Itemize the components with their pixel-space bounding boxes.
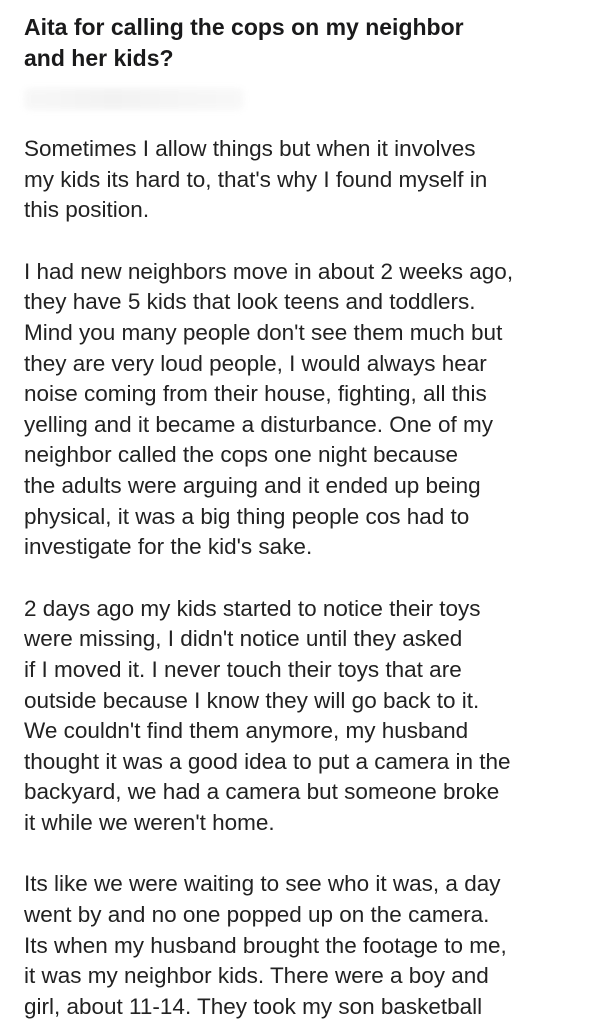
- text-line: neighbor called the cops one night because: [24, 442, 459, 468]
- post-title-line: and her kids?: [24, 45, 174, 71]
- text-line: Mind you many people don't see them much but: [24, 319, 503, 345]
- text-line: they have 5 kids that look teens and toddlers.: [24, 289, 476, 315]
- redacted-meta: [24, 88, 244, 110]
- text-line: girl, about 11-14. They took my son basketball: [24, 993, 483, 1019]
- text-line: noise coming from their house, fighting, all this: [24, 381, 487, 407]
- text-line: We couldn't find them anymore, my husband: [24, 718, 469, 744]
- text-line: they are very loud people, I would always hear: [24, 350, 487, 376]
- text-line: 2 days ago my kids started to notice their toys: [24, 595, 481, 621]
- text-line: this position.: [24, 197, 150, 223]
- text-line: outside because I know they will go back to it.: [24, 687, 480, 713]
- post-title-line: Aita for calling the cops on my neighbor: [24, 14, 464, 40]
- text-line: investigate for the kid's sake.: [24, 534, 313, 560]
- text-line: it while we weren't home.: [24, 809, 275, 835]
- text-line: the adults were arguing and it ended up being: [24, 472, 481, 498]
- text-line: my kids its hard to, that's why I found myself in: [24, 166, 488, 192]
- post-paragraph: [24, 869, 578, 1022]
- post-paragraph: [24, 594, 578, 839]
- text-line: backyard, we had a camera but someone broke: [24, 779, 500, 805]
- text-line: Its when my husband brought the footage to me,: [24, 932, 507, 958]
- text-line: it was my neighbor kids. There were a boy and: [24, 963, 489, 989]
- text-line: yelling and it became a disturbance. One of my: [24, 411, 494, 437]
- text-line: thought it was a good idea to put a camera in the: [24, 748, 511, 774]
- post-paragraph: [24, 257, 578, 563]
- text-line: Sometimes I allow things but when it involves: [24, 136, 476, 161]
- post-title: [24, 12, 578, 74]
- text-line: I had new neighbors move in about 2 weeks ago,: [24, 258, 514, 284]
- post-paragraph: [24, 134, 578, 226]
- text-line: Its like we were waiting to see who it was, a day: [24, 871, 501, 897]
- text-line: were missing, I didn't notice until they asked: [24, 626, 463, 652]
- text-line: went by and no one popped up on the camera.: [24, 902, 490, 928]
- text-line: physical, it was a big thing people cos had to: [24, 503, 470, 529]
- post-body: [24, 134, 578, 1022]
- text-line: if I moved it. I never touch their toys that are: [24, 656, 462, 682]
